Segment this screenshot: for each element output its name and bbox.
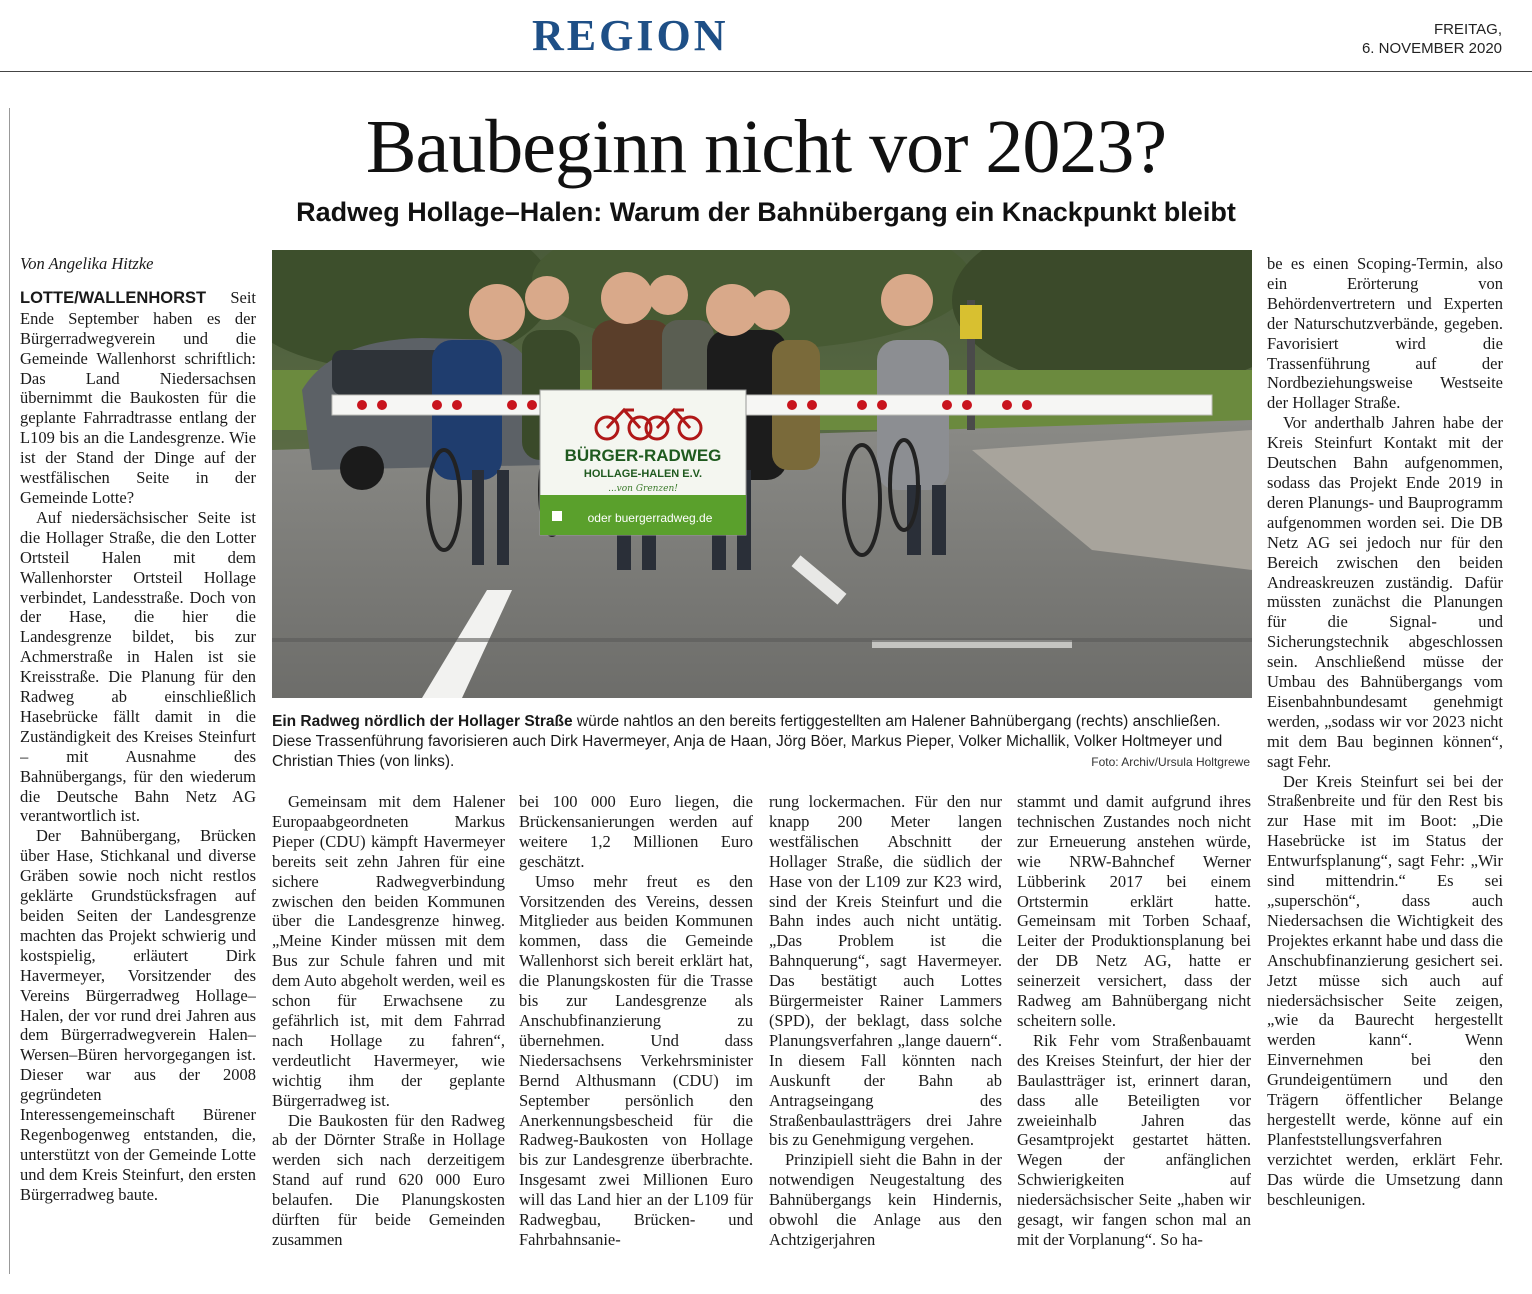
header-rule — [0, 71, 1532, 72]
paragraph: Der Bahnübergang, Brücken über Hase, Stichkanal und diverse Gräben sowie noch nicht restlos geklärte Grundstücksfragen auf beiden Seiten der Landesgrenze machten das Projekt schwierig und kostspielig, erläutert Dirk Havermeyer, Vorsitzender des Vereins Bürgerradweg Hollage–Halen, der vor rund drei Jahren aus dem Bürgerradwegverein Halen–Wersen–Büren hervorgegangen ist. Dieser war aus der 2008 gegründeten Interessengemeinschaft Bürener Regenbogenweg entstanden, die, unterstützt von der Gemeinde Lotte und dem Kreis Steinfurt, den ersten Bürgerradweg baute. — [20, 826, 256, 1204]
page-left-border — [9, 108, 10, 1274]
article-column-2 — [272, 792, 505, 1272]
paragraph: rung lockermachen. Für den nur knapp 200 Meter langen westfälischen Abschnitt der Hollager Straße, die südlich der Hase von der L109 zur K23 wird, sind der Kreis Steinfurt und die Bahn indes auch nicht untätig. „Das Problem ist die Bahnquerung“, sagt Havermeyer. Das bestätigt auch Lottes Bürgermeister Rainer Lammers (SPD), der beklagt, dass solche Planungsverfahren „lange dauern“. In diesem Fall könnten nach Auskunft der Bahn ab Antragseingang des Straßenbaulastträgers drei Jahre bis zu Genehmigung vergehen. — [769, 792, 1002, 1150]
banner-title: BÜRGER-RADWEG — [564, 446, 722, 465]
article-column-3 — [519, 792, 753, 1272]
paragraph: Gemeinsam mit dem Halener Europaabgeordneten Markus Pieper (CDU) kämpft Havermeyer bereits seit zehn Jahren für eine sichere Radwegverbindung zwischen den beiden Kommunen über die Landesgrenze hinweg. „Meine Kinder müssen mit dem Bus zur Schule fahren und mit dem Auto abgeholt werden, weil es schon für Erwachsene zu gefährlich ist, mit dem Fahrrad nach Hollage zu fahren“, verdeutlicht Havermeyer, wie wichtig ihm der geplante Bürgerradweg ist. — [272, 792, 505, 1110]
issue-date-text: 6. NOVEMBER 2020 — [1361, 40, 1502, 57]
article-column-1 — [20, 254, 256, 1274]
issue-weekday: FREITAG, — [1433, 21, 1502, 38]
article-column-5 — [1017, 792, 1251, 1272]
issue-date — [1362, 20, 1502, 58]
subheadline: Radweg Hollage–Halen: Warum der Bahnübergang ein Knackpunkt bleibt — [296, 197, 1236, 227]
banner-subtitle: HOLLAGE-HALEN E.V. — [583, 468, 703, 480]
banner-slogan: ...von Grenzen! — [608, 484, 678, 494]
paragraph: stammt und damit aufgrund ihres technischen Zustandes noch nicht zur Erneuerung anstehen würde, wie NRW-Bahnchef Werner Lübberink 2017 bei einem Ortstermin erklärt hatte. Gemeinsam mit Torben Schaaf, Leiter der Produktionsplanung bei der DB Netz AG, hatte er seinerzeit versichert, dass der Radweg am Bahnübergang nicht scheitern solle. — [1017, 792, 1251, 1030]
article-column-6 — [1267, 254, 1503, 1274]
lead-paragraph: LOTTE/WALLENHORST Seit Ende September haben es der Bürgerradwegverein und die Gemeinde Wallenhorst schriftlich: Das Land Niedersachsen übernimmt die Baukosten für die geplante Fahrradtrasse entlang der L109 bis an die Landesgrenze. Wie ist der Stand der Dinge auf der westfälischen Seite in der Gemeinde Lotte? — [20, 287, 256, 507]
photo-credit: Foto: Archiv/Ursula Holtgrewe — [1091, 755, 1250, 769]
article-column-4 — [769, 792, 1002, 1272]
paragraph: Der Kreis Steinfurt sei bei der Straßenbreite und für den Rest bis zur Hase mit im Boot: „Die Hasebrücke ist im Status der Entwurfsplanung“, sagt Fehr: „Wir sind mittendrin.“ Es sei „superschön“, dass auch Niedersachsen die Wichtigkeit des Projektes erkannt habe und dass die Anschubfinanzierung gesichert sei. Jetzt müsse sich auch auf niedersächsischer Seite zeigen, „wie da Baurecht hergestellt werden kann“. Wenn Einvernehmen bei den Grundeigentümern und den Trägern öffentlicher Belange hergestellt werde, könne auf ein Planfeststellungsverfahren verzichtet werden, erklärt Fehr. Das würde die Umsetzung dann beschleunigen. — [1267, 771, 1503, 1209]
dateline: LOTTE/WALLENHORST — [20, 288, 207, 307]
paragraph: Vor anderthalb Jahren habe der Kreis Steinfurt Kontakt mit der Deutschen Bahn aufgenommen, sodass das Projekt Ende 2019 in deren Planungs- und Bauprogramm aufgenommen worden sei. Die DB Netz AG sei jedoch nur für den Bereich zwischen den beiden Andreaskreuzen zuständig. Dafür müssten zunächst die Planungen für die Signal- und Sicherungstechnik abgeschlossen sein. Anschließend müsse der Umbau des Bahnübergangs vom Eisenbahnbundesamt genehmigt werden, „sodass wir vor 2023 nicht mit dem Bau beginnen können“, sagt Fehr. — [1267, 413, 1503, 771]
byline: Von Angelika Hitzke — [20, 254, 154, 273]
caption-lead: Ein Radweg nördlich der Hollager Straße — [272, 713, 573, 730]
paragraph: Auf niedersächsischer Seite ist die Hollager Straße, die den Lotter Ortsteil Halen mit dem Wallenhorster Ortsteil Hollage verbindet, Landesstraße. Doch von der Hase, die hier die Landesgrenze bildet, bis zur Achmerstraße in Halen ist sie Kreisstraße. Die Planung für den Radweg ab einschließlich Hasebrücke fällt damit in die Zuständigkeit des Kreises Steinfurt – mit Ausnahme des Bahnübergangs, für den wiederum die Deutsche Bahn Netz AG verantwortlich ist. — [20, 507, 256, 826]
page-header — [0, 0, 1532, 72]
paragraph: Umso mehr freut es den Vorsitzenden des Vereins, dessen Mitglieder aus beiden Kommunen kommen, dass die Gemeinde Wallenhorst sich bereit erklärt hat, die Planungskosten für die Trasse bis zur Landesgrenze als Anschubfinanzierung zu übernehmen. Und dass Niedersachsens Verkehrsminister Bernd Althusmann (CDU) im September persönlich den Anerkennungsbescheid für die Radweg-Baukosten von Hollage bis zur Landesgrenze überbrachte. Insgesamt zwei Millionen Euro will das Land hier an der L109 für Radwegbau, Brücken- und Fahrbahnsanie- — [519, 871, 753, 1249]
paragraph: Rik Fehr vom Straßenbauamt des Kreises Steinfurt, der hier der Baulastträger ist, erinnert daran, dass alle Beteiligten vor zweieinhalb Jahren das Gesamtprojekt gestartet hätten. Wegen der anfänglichen Schwierigkeiten auf niedersächsischer Seite „haben wir gesagt, wir fangen schon mal an mit der Vorplanung“. So ha- — [1017, 1030, 1251, 1249]
headline: Baubeginn nicht vor 2023? — [365, 105, 1167, 189]
banner-url: oder buergerradweg.de — [587, 511, 713, 525]
caption-text: würde nahtlos an den bereits fertiggestellten am Halener Bahnübergang (rechts) anschließen. Diese Trassenführung favorisieren auch Dirk Havermeyer, Anja de Haan, Jörg Böer, Markus Pieper, Volker Michallik, Volker Holtmeyer und Christian Thies (von links). — [272, 713, 1223, 770]
paragraph: Die Baukosten für den Radweg ab der Dörnter Straße in Hollage werden sich nach derzeitigem Stand auf rund 620 000 Euro belaufen. Die Planungskosten dürften für beide Gemeinden zusammen — [272, 1110, 505, 1249]
paragraph: bei 100 000 Euro liegen, die Brückensanierungen werden auf weitere 1,2 Millionen Euro geschätzt. — [519, 792, 753, 871]
paragraph: be es einen Scoping-Termin, also ein Erörterung von Behördenvertretern und Experten der Naturschutzverbände, gegeben. Favorisiert wird die Trassenführung auf der Nordbeziehungsweise Westseite der Hollager Straße. — [1267, 254, 1503, 413]
article-photo — [272, 250, 1252, 698]
section-title: REGION — [532, 11, 729, 60]
paragraph: Prinzipiell sieht die Bahn in der notwendigen Neugestaltung des Bahnübergangs kein Hindernis, obwohl die Anlage aus den Achtzigerjahren — [769, 1150, 1002, 1249]
